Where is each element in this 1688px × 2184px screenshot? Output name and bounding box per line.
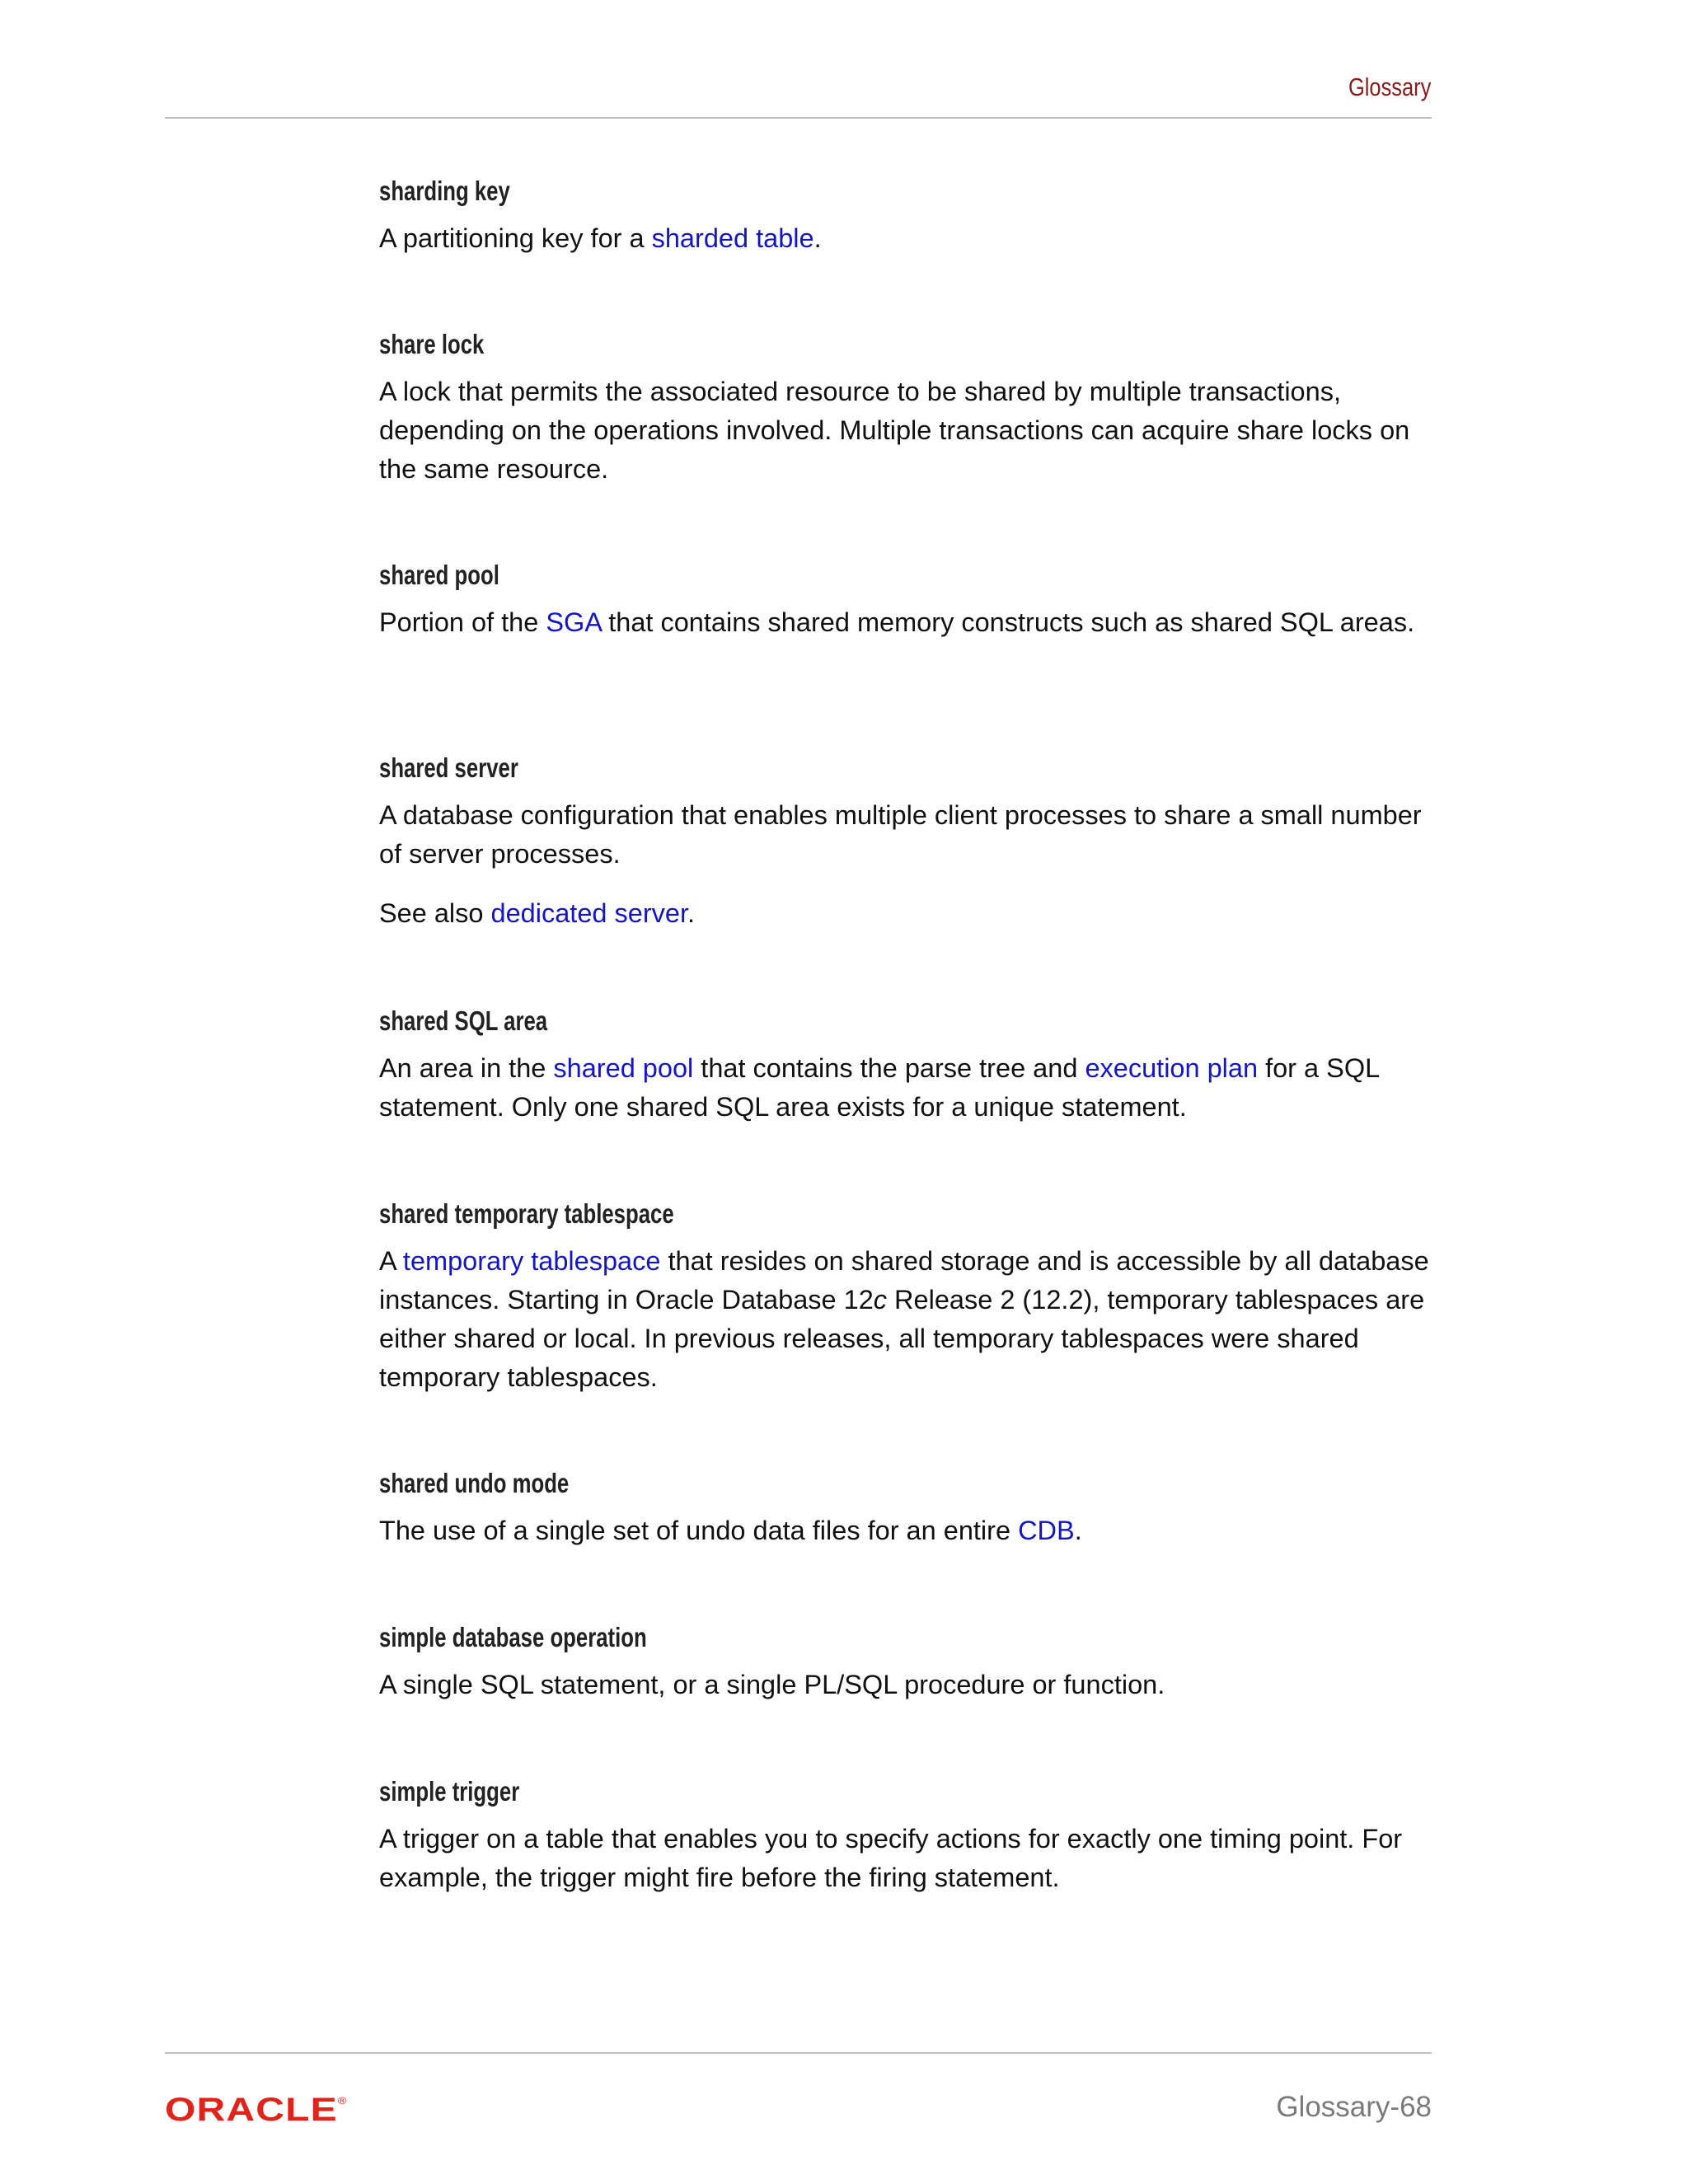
glossary-term: shared pool [379,560,499,590]
glossary-entry-shared-temporary-tablespace [379,1197,1442,1397]
glossary-definition: A temporary tablespace that resides on shared storage and is accessible by all database instances. Starting in Oracle Database 12c Release 2 (12.2), temporary tablespaces are either shared or local. In previous releases, all temporary tablespaces were shared temporary tablespaces. [379,1246,1429,1392]
glossary-term: shared undo mode [379,1468,570,1498]
page-number: Glossary-68 [1276,2091,1432,2123]
glossary-term: shared SQL area [379,1005,548,1036]
glossary-entry-shared-sql-area [379,1005,1442,1127]
glossary-definition: Portion of the SGA that contains shared memory constructs such as shared SQL areas. [379,607,1415,637]
link-sga[interactable]: SGA [546,607,602,637]
glossary-term: shared server [379,752,518,783]
glossary-definition: A partitioning key for a sharded table. [379,223,822,253]
glossary-term: shared temporary tablespace [379,1198,674,1229]
glossary-term: sharding key [379,176,510,206]
glossary-entry-share-lock [379,328,1442,489]
glossary-definition: A lock that permits the associated resource to be shared by multiple transactions, depending on the operations involved. Multiple transactions can acquire share locks on the same resource. [379,377,1410,484]
glossary-term: simple database operation [379,1622,647,1652]
link-cdb[interactable]: CDB [1018,1516,1075,1545]
glossary-term: share lock [379,329,485,359]
footer-divider [165,2052,1432,2054]
glossary-entry-simple-trigger [379,1775,1442,1897]
glossary-definition: The use of a single set of undo data files for an entire CDB. [379,1516,1082,1545]
link-dedicated-server[interactable]: dedicated server [490,898,687,928]
glossary-entry-simple-database-operation [379,1621,1442,1704]
glossary-entry-shared-server [379,752,1442,933]
glossary-see-also: See also dedicated server. [379,898,696,928]
glossary-entry-shared-pool [379,559,1442,642]
glossary-definition: An area in the shared pool that contains the parse tree and execution plan for a SQL statement. Only one shared SQL area exists for a unique statement. [379,1053,1379,1122]
glossary-entry-sharding-key [379,175,1442,258]
link-sharded-table[interactable]: sharded table [651,223,814,253]
link-execution-plan[interactable]: execution plan [1085,1053,1259,1083]
running-header-title: Glossary [1348,73,1431,101]
glossary-definition: A trigger on a table that enables you to specify actions for exactly one timing point. For example, the trigger might fire before the firing statement. [379,1824,1403,1892]
header-divider [165,117,1432,119]
glossary-definition: A single SQL statement, or a single PL/SQL procedure or function. [379,1670,1165,1699]
link-temporary-tablespace[interactable]: temporary tablespace [402,1246,661,1276]
link-shared-pool[interactable]: shared pool [553,1053,694,1083]
glossary-entry-shared-undo-mode [379,1467,1442,1550]
glossary-term: simple trigger [379,1776,520,1807]
glossary-definition: A database configuration that enables multiple client processes to share a small number of server processes. [379,800,1422,869]
oracle-logo: ORACLE® [165,2092,348,2128]
